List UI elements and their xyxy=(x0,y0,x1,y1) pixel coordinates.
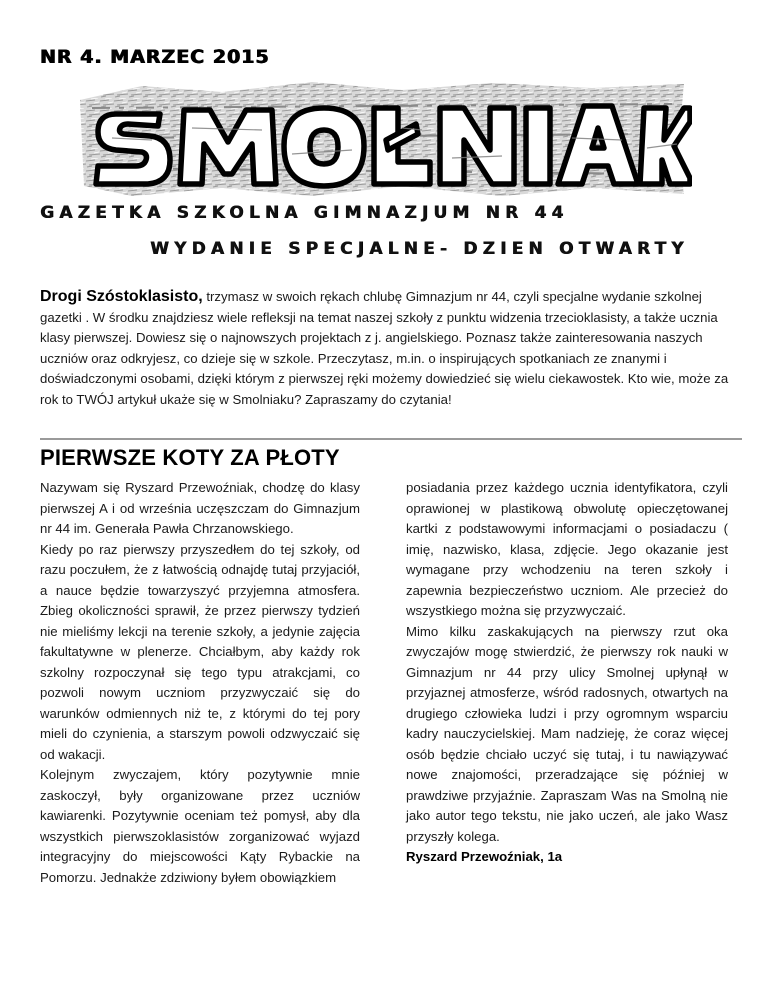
issue-line: NR 4. MARZEC 2015 xyxy=(40,46,270,68)
masthead-logo xyxy=(72,78,692,200)
edition-banner: WYDANIE SPECJALNE- DZIEN OTWARTY xyxy=(150,239,689,259)
left-column-text: Nazywam się Ryszard Przewoźniak, chodzę do klasy pierwszej A i od września uczęszczam do Gimnazjum nr 44 im. Generała Pawła Chrzanowskiego. Kiedy po raz pierwszy przyszedłem do tej szkoły, od razu poczułem, że z łatwością odnajdę tutaj przyjaciół, a nauce będzie towarzyszyć przyjemna atmosfera. Zbieg okoliczności sprawił, że przez pierwszy tydzień nie mieliśmy lekcji na terenie szkoły, a jedynie zajęcia fakultatywne w plenerze. Chciałbym, aby każdy rok szkolny rozpoczynał się tego typu atrakcjami, co pozwoli nowym uczniom przyzwyczaić się do warunków odmiennych niż te, z którymi do tej pory mieli do czynienia, a starszym powoli odzwyczaić się od wakacji. Kolejnym zwyczajem, który pozytywnie mnie zaskoczył, były organizowane przez uczniów kawiarenki. Pozytywnie oceniam też pomysł, aby dla wszystkich pierwszoklasistów zorganizować wyjazd integracyjny do miejscowości Kąty Rybackie na Pomorzu. Jednakże zdziwiony byłem obowiązkiem xyxy=(40,480,360,885)
article-column-left xyxy=(40,478,360,888)
article-column-right xyxy=(406,478,728,868)
article-title: PIERWSZE KOTY ZA PŁOTY xyxy=(40,438,742,471)
subtitle: GAZETKA SZKOLNA GIMNAZJUM NR 44 xyxy=(40,203,569,223)
intro-paragraph xyxy=(40,287,730,411)
greeting: Drogi Szóstoklasisto, xyxy=(40,288,203,305)
intro-body: trzymasz w swoich rękach chlubę Gimnazjum nr 44, czyli specjalne wydanie szkolnej gazetki . W środku znajdziesz wiele refleksji na temat naszej szkoły z punktu widzenia trzecioklasisty, a także ucznia klasy pierwszej. Dowiesz się o najnowszych projektach z j. angielskiego. Poznasz także zainteresowania naszych uczniów oraz odkryjesz, co dzieje się w szkole. Przeczytasz, m.in. o inspirujących spotkaniach ze znanymi i doświadczonymi osobami, dzięki którym z pierwszej ręki możemy dowiedzieć się wielu ciekawostek. Kto wie, może za rok to TWÓJ artykuł ukaże się w Smolniaku? Zapraszamy do czytania! xyxy=(40,289,729,407)
right-column-text: posiadania przez każdego ucznia identyfikatora, czyli oprawionej w plastikową obwolutę opieczętowanej kartki z podstawowymi informacjami o posiadaczu ( imię, nazwisko, klasa, zdjęcie. Jego okazanie jest wymagane przy wchodzeniu na teren szkoły i zapewnia bezpieczeństwo uczniom. Ale przecież do wszystkiego można się przyzwyczaić. Mimo kilku zaskakujących na pierwszy rzut oka zwyczajów mogę stwierdzić, że pierwszy rok nauki w Gimnazjum nr 44 przy ulicy Smolnej upłynął w przyjaznej atmosferze, wśród radosnych, otwartych na drugiego człowieka ludzi i przy ogromnym wsparciu kadry nauczycielskiej. Mam nadzieję, że coraz więcej osób będzie chciało uczyć się tutaj, i tu nawiązywać nowe znajomości, przeradzające się później w prawdziwe przyjaźnie. Zapraszam Was na Smolną nie jako autor tego tekstu, nie jako uczeń, ale jako Wasz przyszły kolega. xyxy=(406,480,728,844)
author-signature: Ryszard Przewoźniak, 1a xyxy=(406,849,563,864)
